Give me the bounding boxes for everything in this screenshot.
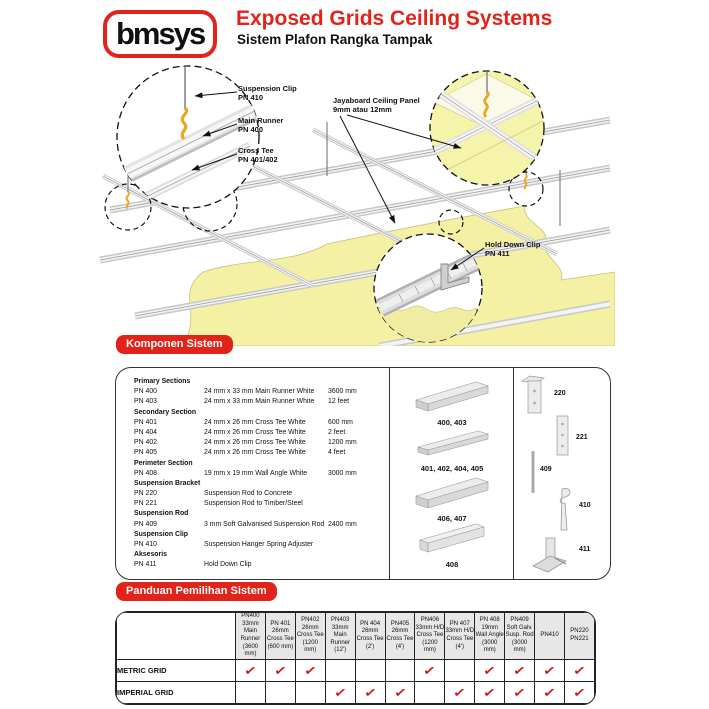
header-line: 26mm [361,628,379,635]
part-description: 24 mm x 26 mm Cross Tee White [204,449,306,457]
selection-row [117,660,595,682]
header-line: (1200 mm) [422,639,438,654]
accessory-label: 409 [540,466,552,473]
accessory-label: 220 [554,390,566,397]
komponen-sistem-heading: Komponen Sistem [116,335,233,354]
header-line: PN400 [241,613,260,620]
header-line: PN 404 [360,620,381,627]
part-description: 24 mm x 26 mm Cross Tee White [204,418,306,426]
checkmark-icon: ✓ [422,661,437,679]
check-cell [475,682,505,704]
component-item-row [134,560,386,570]
header-line: (12') [334,647,347,654]
empty-cell [236,682,266,704]
component-list [134,377,386,571]
profile-figure-408: 408 [396,522,508,569]
part-number: PN 410 [134,541,157,548]
profile-figure-400-403: 400, 403 [396,378,508,427]
checkmark-icon: ✓ [303,661,318,679]
header-line: PN406 [420,617,440,624]
checkmark-icon: ✓ [393,683,408,701]
header-line: 26mm [301,624,319,631]
header-line: 33mm H/D [445,628,475,635]
check-cell [564,682,594,704]
header-line: 33mm H/D [415,624,445,631]
header-line: Cross Tee [356,636,384,642]
panduan-pemilihan-heading: Panduan Pemilihan Sistem [116,582,277,601]
empty-cell [415,682,445,704]
component-section-row [134,530,386,540]
checkmark-icon: ✓ [333,683,348,701]
header-line: PN221 [570,636,589,642]
check-cell [236,660,266,682]
header-line: PN 401 [270,620,291,627]
accessory-label: 221 [576,434,588,441]
checkmark-icon: ✓ [363,683,378,701]
concrete-bracket-icon [520,373,548,415]
part-length: 12 feet [328,398,350,406]
header-line: (3000 mm) [511,639,528,654]
header-line: Cross Tee [386,636,414,642]
selection-column-header [236,613,266,660]
component-section-row [134,550,386,560]
component-section-row [134,459,386,469]
section-title: Aksesoris [134,551,167,559]
header-line: Main Runner [330,632,351,646]
part-length: 1200 mm [328,439,357,447]
accessory-label: 410 [579,502,591,509]
component-item-row [134,540,386,550]
component-item-row [134,489,386,499]
part-number: PN 220 [134,490,157,498]
selection-column-header [265,613,295,660]
check-cell [475,660,505,682]
check-cell [505,682,535,704]
part-description: Hold Down Clip [204,561,252,569]
header-line: PN220 [570,628,589,635]
empty-cell [385,660,415,682]
callout-suspension-clip: Suspension Clip PN 410 [238,84,297,102]
header-line: Soft Galv. [506,624,533,631]
empty-cell [355,660,385,682]
component-item-row [134,520,386,530]
component-section-row [134,479,386,489]
profile-figure-406-407: 406, 407 [396,474,508,523]
right-detail-circle [430,71,545,185]
section-title: Perimeter Section [134,459,193,467]
part-length: 4 feet [328,449,346,457]
component-item-row [134,469,386,479]
selection-column-header [475,613,505,660]
checkmark-icon: ✓ [572,661,587,679]
header-line: (600 mm) [267,643,294,650]
checkmark-icon: ✓ [542,661,557,679]
section-title: Suspension Bracket [134,479,201,487]
header-line: Main Runner [240,628,261,642]
part-number: PN 404 [134,428,157,436]
empty-cell [265,682,295,704]
check-cell [445,682,475,704]
component-item-row [134,387,386,397]
selection-column-header [445,613,475,660]
header-line: 19mm [481,624,499,631]
check-cell [535,682,565,704]
checkmark-icon: ✓ [452,683,467,701]
header-line: PN409 [510,617,529,624]
part-description: 19 mm x 19 mm Wall Angle White [204,469,308,477]
checkmark-icon: ✓ [572,683,587,701]
part-description: Suspension Rod to Timber/Steel [204,500,303,508]
selection-column-header [325,613,355,660]
section-title: Primary Sections [134,378,191,385]
part-length: 600 mm [328,418,353,426]
header-line: 33mm [331,624,349,631]
callout-main-runner: Main Runner PN 400 [238,116,284,134]
part-description: 24 mm x 26 mm Cross Tee White [204,439,306,447]
header-line: PN403 [330,617,350,624]
part-length [328,560,386,570]
grid-row-label: IMPERIAL GRID [117,682,236,704]
header-line: 26mm [391,628,409,635]
spring-adjuster-clip-icon [554,486,576,534]
section-title: Suspension Rod [134,510,189,518]
part-description: 3 mm Soft Galvanised Suspension Rod [204,520,325,528]
part-number: PN 403 [134,398,157,406]
selection-table [115,611,596,705]
part-length [328,489,386,499]
table-divider [513,368,514,579]
header-line: (2') [365,643,375,650]
checkmark-icon: ✓ [273,661,288,679]
part-number: PN 221 [134,500,157,508]
empty-cell [325,660,355,682]
part-length [328,540,386,550]
part-number: PN 405 [134,449,157,457]
callout-ceiling-panel: Jayaboard Ceiling Panel 9mm atau 12mm [333,96,420,114]
header-line: PN 407 [449,620,470,627]
component-item-row [134,499,386,509]
selection-column-header [355,613,385,660]
callout-hold-down-clip: Hold Down Clip PN 411 [485,240,541,258]
header-line: Cross Tee [266,636,294,642]
checkmark-icon: ✓ [512,683,527,701]
part-length: 3000 mm [328,469,357,477]
selection-row [117,682,595,704]
header-line: (4') [455,643,465,650]
hd-cross-tee-profile-icon [406,474,498,508]
selection-column-header [505,613,535,660]
selection-column-header [295,613,325,660]
suspension-rod-icon [528,450,538,494]
header-line: PN402 [301,617,320,624]
page-title: Exposed Grids Ceiling Systems [236,7,553,30]
part-number: PN 411 [134,561,157,569]
component-item-row [134,448,386,458]
header-line: 26mm [272,628,289,635]
header-line: Cross Tee [296,632,324,639]
corner-cell [117,613,236,660]
part-number: PN 409 [134,520,157,528]
accessory-label: 411 [579,546,591,553]
component-section-row [134,377,386,387]
part-description: 24 mm x 33 mm Main Runner White [204,398,315,406]
checkmark-icon: ✓ [542,683,557,701]
wall-angle-profile-icon [406,522,498,554]
part-number: PN 400 [134,388,157,396]
header-line: Cross Tee [446,636,474,642]
part-length [328,499,386,509]
grid-row-label: METRIC GRID [117,660,236,682]
section-title: Suspension Clip [134,530,188,538]
selection-header-row [117,613,595,660]
header-line: (4') [395,643,405,650]
selection-column-header [535,613,565,660]
component-item-row [134,418,386,428]
callout-cross-tee: Cross Tee PN 401/402 [238,146,278,164]
check-cell [385,682,415,704]
selection-column-header [415,613,445,660]
header-line: Susp. Rod [505,632,534,639]
component-table [115,367,611,580]
check-cell [535,660,565,682]
header-line: (3600 mm) [242,643,259,658]
component-section-row [134,408,386,418]
header-line: PN 408 [479,617,500,624]
timber-steel-bracket-icon [552,414,572,458]
component-item-row [134,428,386,438]
empty-cell [445,660,475,682]
table-divider [389,368,390,579]
check-cell [564,660,594,682]
component-item-row [134,438,386,448]
checkmark-icon: ✓ [482,661,497,679]
part-length: 3600 mm [328,388,357,396]
selection-column-header [564,613,594,660]
ceiling-system-diagram [0,56,709,346]
part-length: 2400 mm [328,520,357,528]
part-number: PN 408 [134,469,157,477]
check-cell [415,660,445,682]
checkmark-icon: ✓ [243,661,258,679]
profile-figure-401-405: 401, 402, 404, 405 [396,426,508,473]
cross-tee-profile-icon [406,426,498,458]
section-title: Secondary Section [134,408,197,416]
selection-column-header [385,613,415,660]
part-length: 2 feet [328,428,346,436]
header-line: PN410 [540,632,559,639]
hold-down-clip-icon [530,534,570,576]
part-description: Suspension Hanger Spring Adjuster [204,541,314,548]
header-line: Cross Tee [416,632,444,639]
selection-body [117,660,595,704]
header-line: (3000 mm) [482,639,498,654]
check-cell [295,660,325,682]
header-line: PN405 [390,620,410,627]
check-cell [265,660,295,682]
checkmark-icon: ✓ [482,683,497,701]
component-section-row [134,509,386,519]
empty-cell [295,682,325,704]
component-item-row [134,397,386,407]
main-runner-profile-icon [406,378,498,412]
part-number: PN 401 [134,418,157,426]
part-number: PN 402 [134,439,157,447]
part-description: 24 mm x 33 mm Main Runner White [204,388,315,396]
check-cell [505,660,535,682]
part-description: Suspension Rod to Concrete [204,490,293,498]
header-line: 33mm [242,620,259,627]
bmsys-logo: bmsys [103,10,217,58]
checkmark-icon: ✓ [512,661,527,679]
check-cell [355,682,385,704]
part-description: 24 mm x 26 mm Cross Tee White [204,428,306,436]
header-line: Wall Angle [475,632,504,639]
header-line: (1200 mm) [302,639,318,654]
page-subtitle: Sistem Plafon Rangka Tampak [237,32,433,47]
check-cell [325,682,355,704]
